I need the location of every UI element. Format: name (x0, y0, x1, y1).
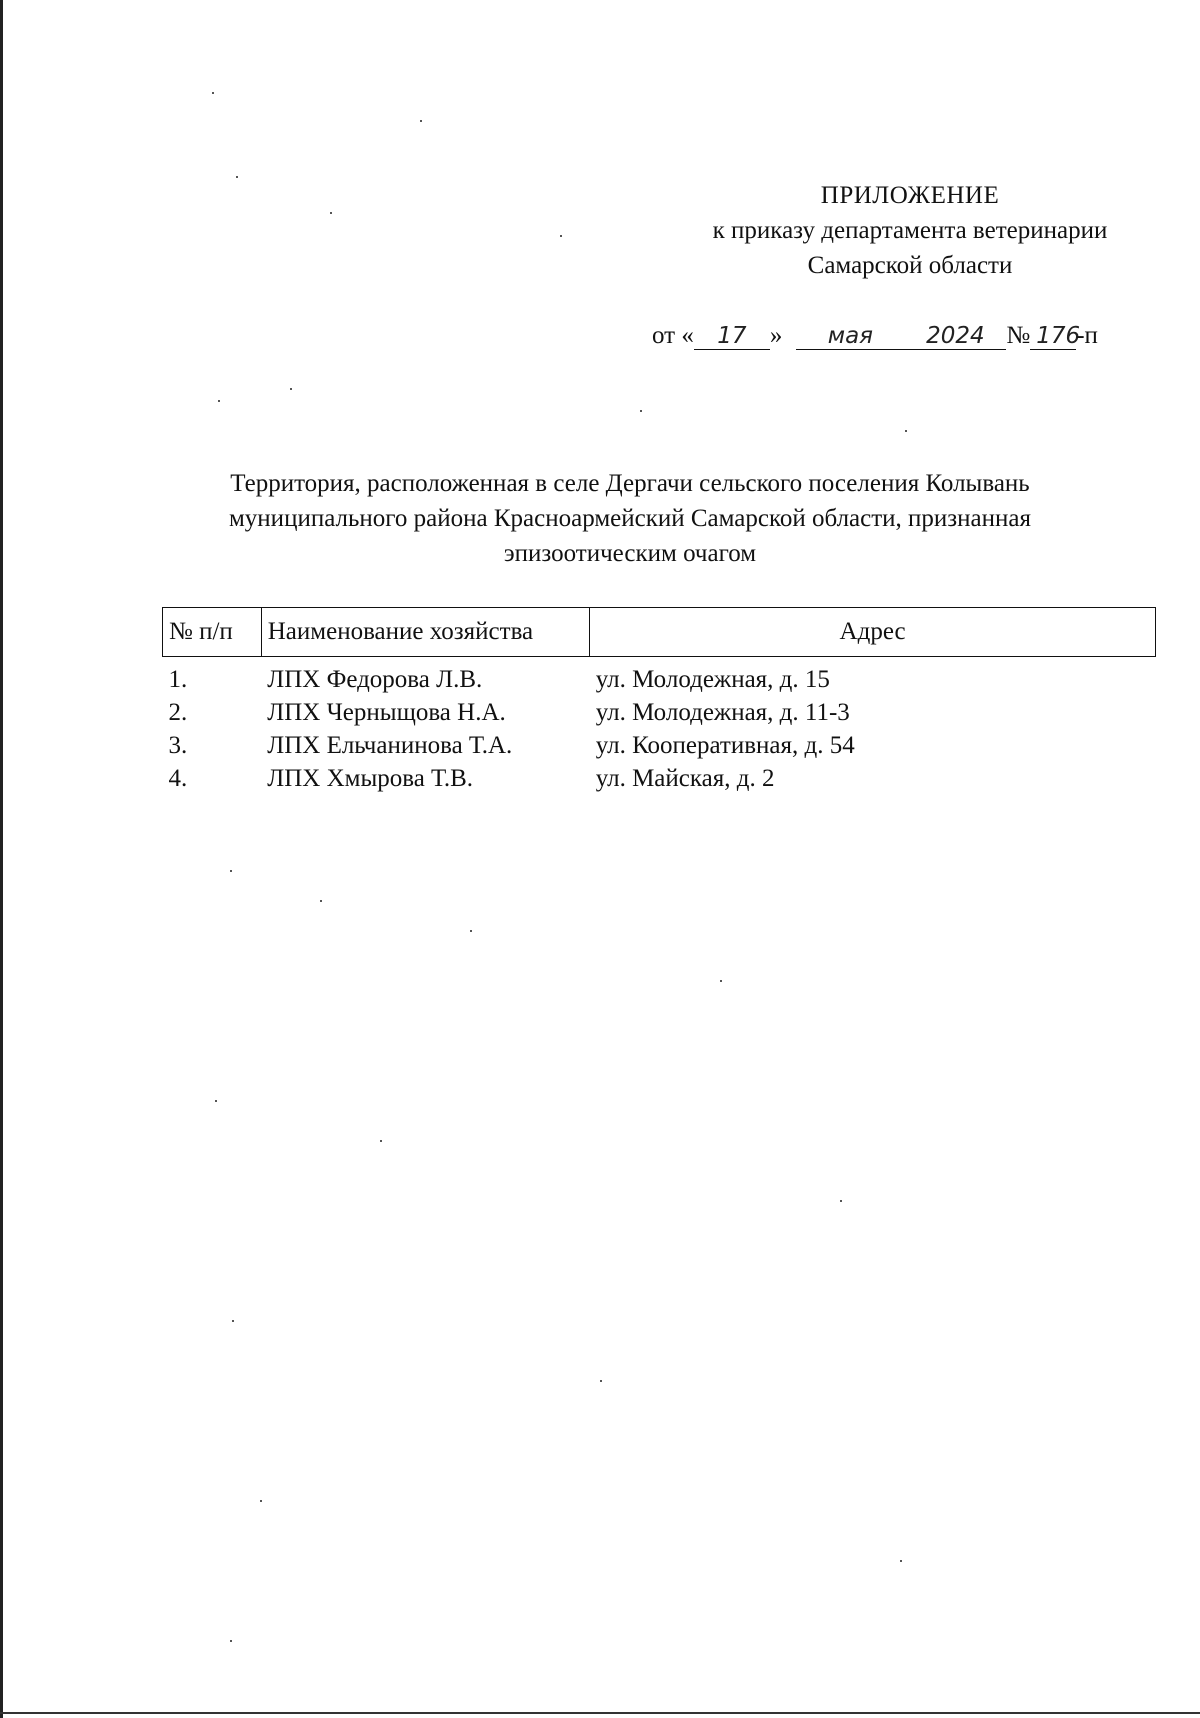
order-suffix: -п (1076, 322, 1098, 349)
row-farm-name: ЛПХ Черныщова Н.А. (267, 698, 506, 726)
order-number-label: № (1006, 322, 1031, 349)
row-address: ул. Молодежная, д. 15 (595, 665, 830, 693)
row-farm-name: ЛПХ Федорова Л.В. (267, 665, 483, 693)
order-quote-close: » (769, 322, 783, 349)
header-number: № п/п (163, 608, 262, 657)
order-date-number (652, 322, 1098, 350)
scan-edge-left (0, 0, 3, 1718)
order-from-label: от « (652, 322, 694, 349)
appendix-line-1: к приказу департамента ветеринарии (712, 217, 1108, 244)
row-farm-name: ЛПХ Ельчанинова Т.А. (267, 731, 513, 759)
row-address: ул. Молодежная, д. 11-3 (595, 698, 850, 726)
document-heading (150, 466, 1110, 571)
row-address: ул. Кооперативная, д. 54 (595, 731, 855, 759)
table-row (163, 696, 1156, 729)
table-row (163, 729, 1156, 762)
table-row (163, 762, 1156, 795)
row-number: 3. (168, 731, 188, 759)
row-farm-name: ЛПХ Хмырова Т.В. (267, 764, 473, 792)
heading-line-2: муниципального района Красноармейский Самарской области, признанная (228, 505, 1032, 532)
appendix-title: ПРИЛОЖЕНИЕ (820, 182, 1000, 209)
row-number: 1. (168, 665, 188, 693)
order-year: 2024 (904, 323, 1006, 350)
order-number: 176 (1030, 323, 1076, 350)
header-address: Адрес (590, 608, 1156, 657)
farms-table (162, 607, 1156, 795)
order-month: мая (796, 323, 904, 350)
row-number: 4. (168, 764, 188, 792)
appendix-block (620, 178, 1200, 283)
appendix-line-2: Самарской области (807, 252, 1013, 279)
table-row (163, 657, 1156, 697)
table-header-row (163, 608, 1156, 657)
row-address: ул. Майская, д. 2 (595, 764, 775, 792)
scan-edge-bottom (0, 1712, 1200, 1714)
row-number: 2. (168, 698, 188, 726)
order-day: 17 (694, 323, 770, 350)
heading-line-3: эпизоотическим очагом (503, 540, 757, 567)
header-farm-name: Наименование хозяйства (261, 608, 589, 657)
heading-line-1: Территория, расположенная в селе Дергачи сельского поселения Колывань (230, 470, 1030, 497)
